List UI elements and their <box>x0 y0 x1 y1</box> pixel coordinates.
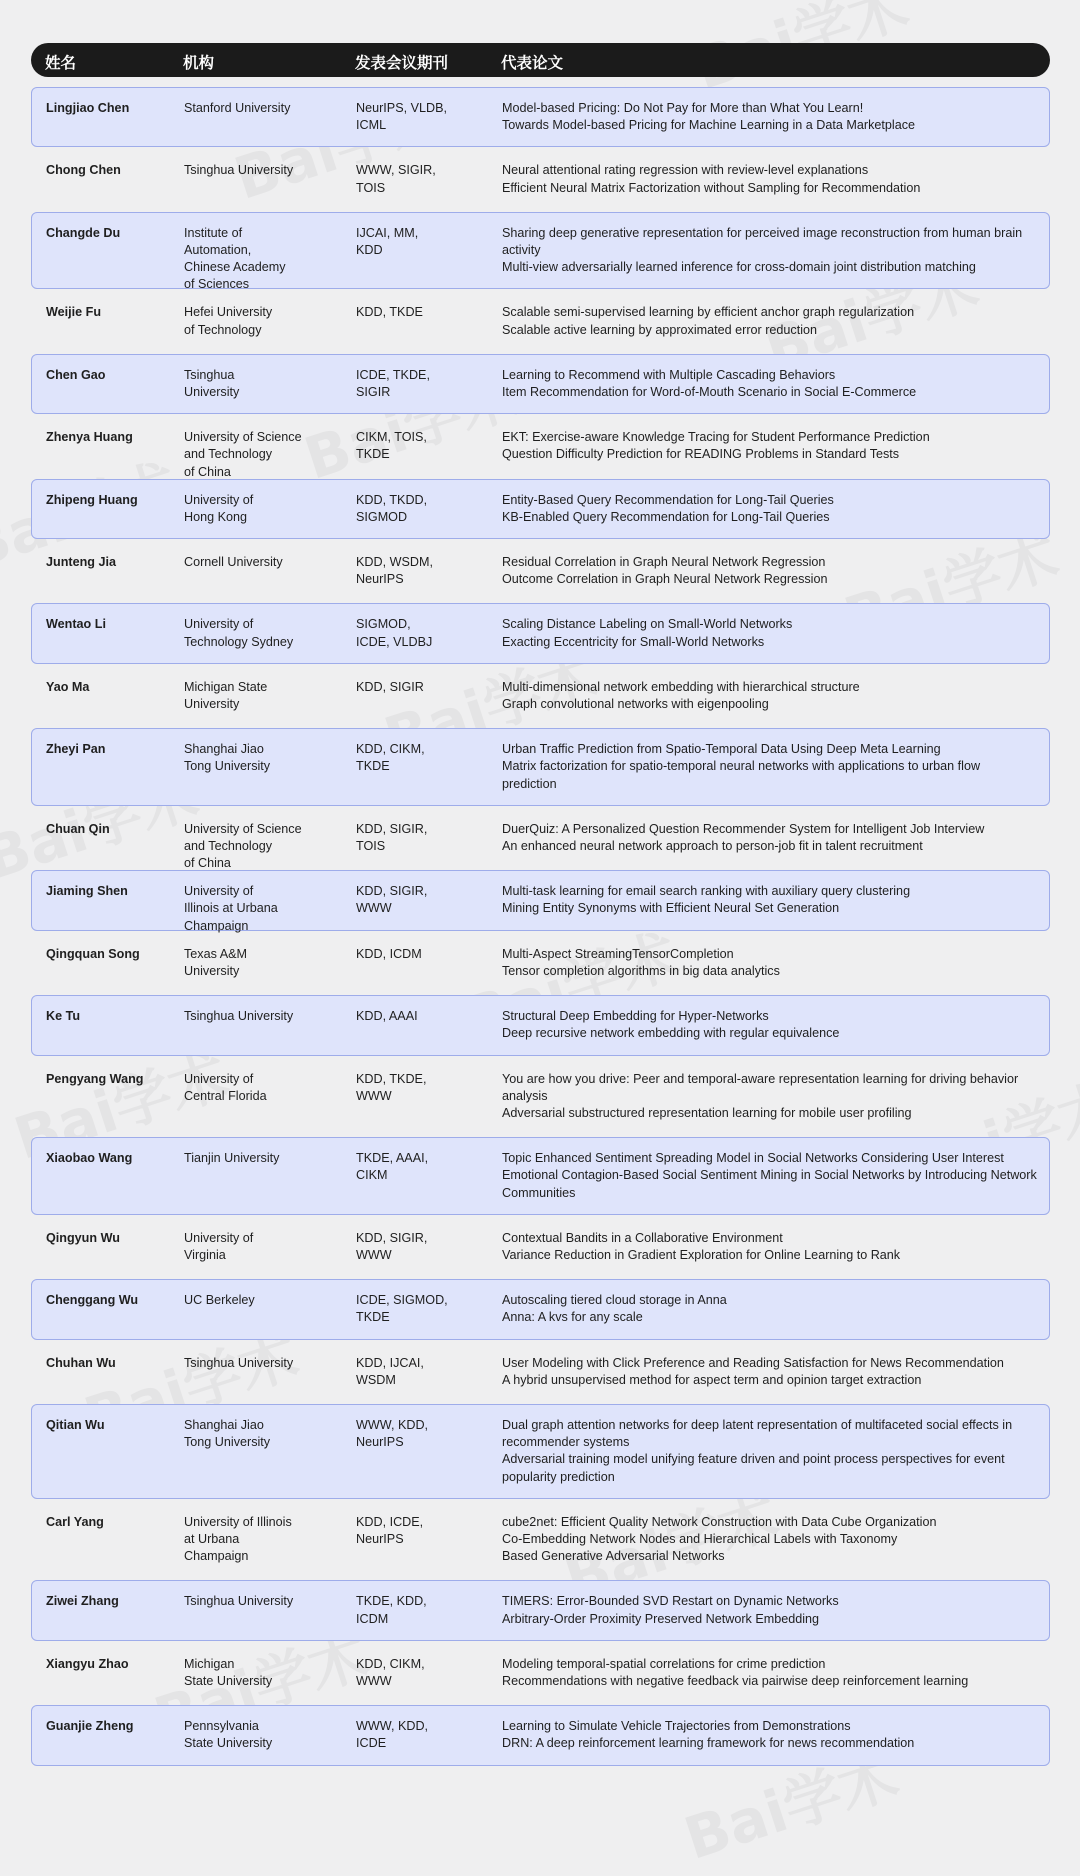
papers-cell: Sharing deep generative representation for perceived image reconstruction from human brain activity Multi-view adversarially learned inference for cross-domain joint distribution matching <box>502 225 1023 275</box>
venue-cell: WWW, KDD, ICDE <box>356 1719 429 1751</box>
org-cell: University of Technology Sydney <box>184 617 294 649</box>
name-cell: Junteng Jia <box>46 555 116 570</box>
name-cell: Changde Du <box>46 225 121 240</box>
papers-cell: Scalable semi-supervised learning by efficient anchor graph regularization Scalable active learning by approximated error reduction <box>502 305 915 337</box>
venue-cell: WWW, SIGIR, TOIS <box>356 163 436 195</box>
venue-cell: KDD, SIGIR, WWW <box>356 884 428 916</box>
table-row <box>31 728 1050 806</box>
venue-cell: ICDE, TKDE, SIGIR <box>356 367 430 400</box>
papers-cell: Entity-Based Query Recommendation for Long-Tail Queries KB-Enabled Query Recommendation for Long-Tail Queries <box>502 492 834 524</box>
name-cell: Chuhan Wu <box>46 1355 116 1370</box>
table-row <box>31 1279 1050 1339</box>
header-org: 机构 <box>183 55 215 72</box>
papers-cell: User Modeling with Click Preference and Reading Satisfaction for News Recommendation A hybrid unsupervised method for aspect term and opinion target extraction <box>502 1355 1004 1387</box>
papers-cell: Learning to Simulate Vehicle Trajectories from Demonstrations DRN: A deep reinforcement learning framework for news recommendation <box>502 1719 915 1751</box>
venue-cell: KDD, CIKM, WWW <box>356 1656 425 1688</box>
venue-cell: ICDE, SIGMOD, TKDE <box>356 1293 448 1325</box>
papers-cell: cube2net: Efficient Quality Network Construction with Data Cube Organization Co-Embedding Network Nodes and Hierarchical Labels with Taxonomy Based Generative Adversarial Networks <box>502 1514 937 1564</box>
org-cell: Michigan State University <box>184 1656 273 1688</box>
org-cell: University of Hong Kong <box>184 492 254 524</box>
table-body <box>31 87 1050 1766</box>
table-row <box>31 1058 1050 1136</box>
venue-cell: KDD, SIGIR, WWW <box>356 1230 428 1262</box>
venue-cell: KDD, SIGIR, TOIS <box>356 821 428 854</box>
table-row <box>31 1137 1050 1215</box>
table-row <box>31 212 1050 290</box>
table-row <box>31 541 1050 601</box>
venue-cell: WWW, KDD, NeurIPS <box>356 1417 429 1450</box>
org-cell: University of Illinois at Urbana Champaign <box>184 884 278 933</box>
table-row <box>31 1580 1050 1640</box>
header-name: 姓名 <box>45 55 77 72</box>
venue-cell: KDD, ICDE, NeurIPS <box>356 1514 424 1546</box>
papers-cell: TIMERS: Error-Bounded SVD Restart on Dynamic Networks Arbitrary-Order Proximity Preserved Network Embedding <box>502 1594 839 1626</box>
name-cell: Zhipeng Huang <box>46 492 138 507</box>
name-cell: Zheyi Pan <box>46 742 106 757</box>
name-cell: Weijie Fu <box>46 305 102 320</box>
papers-cell: Multi-dimensional network embedding with hierarchical structure Graph convolutional networks with eigenpooling <box>502 679 860 712</box>
table-row <box>31 1217 1050 1277</box>
org-cell: University of Central Florida <box>184 1071 267 1103</box>
venue-cell: KDD, CIKM, TKDE <box>356 742 425 774</box>
name-cell: Jiaming Shen <box>46 884 128 899</box>
venue-cell: TKDE, AAAI, CIKM <box>356 1151 429 1183</box>
org-cell: University of Science and Technology of China <box>184 821 302 871</box>
name-cell: Wentao Li <box>46 617 106 632</box>
papers-cell: Model-based Pricing: Do Not Pay for More than What You Learn! Towards Model-based Pricing for Machine Learning in a Data Marketplace <box>502 101 916 133</box>
header-papers: 代表论文 <box>501 55 564 72</box>
name-cell: Ke Tu <box>46 1009 81 1024</box>
org-cell: Hefei University of Technology <box>184 305 273 337</box>
venue-cell: KDD, ICDM <box>356 946 422 961</box>
table-row <box>31 808 1050 871</box>
org-cell: Tsinghua University <box>184 1594 294 1609</box>
org-cell: Tsinghua University <box>184 1355 294 1370</box>
org-cell: Tsinghua University <box>184 163 294 178</box>
papers-cell: Multi-task learning for email search ranking with auxiliary query clustering Mining Entity Synonyms with Efficient Neural Set Generation <box>502 884 911 916</box>
papers-cell: Topic Enhanced Sentiment Spreading Model in Social Networks Considering User Interest Emotional Contagion-Based Social Sentiment Mining in Social Networks by Introducing Network Communities <box>502 1151 1037 1200</box>
venue-cell: KDD, SIGIR <box>356 679 424 694</box>
table-row <box>31 933 1050 993</box>
org-cell: Tianjin University <box>184 1151 280 1166</box>
org-cell: Michigan State University <box>184 679 268 712</box>
papers-cell: Residual Correlation in Graph Neural Network Regression Outcome Correlation in Graph Neural Network Regression <box>502 555 828 587</box>
name-cell: Qitian Wu <box>46 1417 105 1432</box>
org-cell: Tsinghua University <box>184 1009 294 1024</box>
venue-cell: CIKM, TOIS, TKDE <box>356 430 427 462</box>
name-cell: Ziwei Zhang <box>46 1594 119 1609</box>
table-row <box>31 1342 1050 1402</box>
name-cell: Guanjie Zheng <box>46 1719 134 1734</box>
papers-cell: Structural Deep Embedding for Hyper-Networks Deep recursive network embedding with regular equivalence <box>502 1009 840 1041</box>
name-cell: Qingyun Wu <box>46 1230 120 1245</box>
header-venue: 发表会议期刊 <box>355 55 449 72</box>
name-cell: Carl Yang <box>46 1514 104 1529</box>
table-row <box>31 291 1050 351</box>
papers-cell: Scaling Distance Labeling on Small-World Networks Exacting Eccentricity for Small-World Networks <box>502 617 793 649</box>
name-cell: Zhenya Huang <box>46 430 133 445</box>
table-row <box>31 995 1050 1055</box>
table-row <box>31 479 1050 539</box>
org-cell: Texas A&M University <box>184 946 247 978</box>
org-cell: University of Virginia <box>184 1230 254 1262</box>
table-row <box>31 1643 1050 1703</box>
venue-cell: KDD, AAAI <box>356 1009 418 1024</box>
name-cell: Pengyang Wang <box>46 1071 144 1086</box>
name-cell: Xiangyu Zhao <box>46 1656 129 1671</box>
papers-cell: Multi-Aspect StreamingTensorCompletion Tensor completion algorithms in big data analytics <box>502 946 780 978</box>
table-row <box>31 149 1050 209</box>
papers-cell: Learning to Recommend with Multiple Cascading Behaviors Item Recommendation for Word-of-Mouth Scenario in Social E-Commerce <box>502 367 917 400</box>
papers-cell: Contextual Bandits in a Collaborative Environment Variance Reduction in Gradient Exploration for Online Learning to Rank <box>502 1230 901 1262</box>
venue-cell: KDD, IJCAI, WSDM <box>356 1355 424 1387</box>
org-cell: Shanghai Jiao Tong University <box>184 742 271 774</box>
venue-cell: KDD, TKDD, SIGMOD <box>356 492 428 524</box>
name-cell: Chong Chen <box>46 163 121 178</box>
org-cell: Cornell University <box>184 555 283 570</box>
name-cell: Xiaobao Wang <box>46 1151 133 1166</box>
venue-cell: KDD, TKDE, WWW <box>356 1071 427 1103</box>
table-header <box>31 43 1050 77</box>
table-row <box>31 87 1050 147</box>
papers-cell: Neural attentional rating regression with review-level explanations Efficient Neural Matrix Factorization without Sampling for Recommendation <box>502 163 921 195</box>
papers-cell: You are how you drive: Peer and temporal-aware representation learning for driving behavior analysis Adversarial substructured representation learning for mobile user profiling <box>502 1071 1019 1120</box>
researcher-table <box>31 43 1050 1768</box>
papers-cell: Dual graph attention networks for deep latent representation of multifaceted social effects in recommender systems Adversarial training model unifying feature driven and point process perspectives for event popularity prediction <box>502 1417 1013 1484</box>
venue-cell: NeurIPS, VLDB, ICML <box>356 101 447 133</box>
name-cell: Yao Ma <box>46 679 90 694</box>
papers-cell: Urban Traffic Prediction from Spatio-Temporal Data Using Deep Meta Learning Matrix factorization for spatio-temporal neural networks with applications to urban flow prediction <box>502 742 981 791</box>
table-row <box>31 1705 1050 1765</box>
table-row <box>31 1404 1050 1499</box>
venue-cell: IJCAI, MM, KDD <box>356 225 419 258</box>
table-row <box>31 416 1050 479</box>
table-row <box>31 354 1050 414</box>
org-cell: Shanghai Jiao Tong University <box>184 1417 271 1450</box>
org-cell: University of Science and Technology of China <box>184 430 302 479</box>
papers-cell: DuerQuiz: A Personalized Question Recommender System for Intelligent Job Interview An enhanced neural network approach to person-job fit in talent recruitment <box>502 821 985 854</box>
org-cell: Pennsylvania State University <box>184 1719 273 1751</box>
venue-cell: TKDE, KDD, ICDM <box>356 1594 427 1626</box>
org-cell: University of Illinois at Urbana Champaign <box>184 1514 292 1564</box>
name-cell: Lingjiao Chen <box>46 101 130 115</box>
venue-cell: KDD, WSDM, NeurIPS <box>356 555 433 587</box>
name-cell: Qingquan Song <box>46 946 140 961</box>
table-row <box>31 870 1050 933</box>
venue-cell: KDD, TKDE <box>356 305 423 320</box>
name-cell: Chuan Qin <box>46 821 110 836</box>
org-cell: Tsinghua University <box>184 367 240 400</box>
name-cell: Chenggang Wu <box>46 1293 139 1308</box>
name-cell: Chen Gao <box>46 367 106 382</box>
org-cell: UC Berkeley <box>184 1293 255 1308</box>
table-row <box>31 1501 1050 1579</box>
papers-cell: Autoscaling tiered cloud storage in Anna Anna: A kvs for any scale <box>502 1293 727 1325</box>
venue-cell: SIGMOD, ICDE, VLDBJ <box>356 617 433 649</box>
table-row <box>31 666 1050 726</box>
org-cell: Institute of Automation, Chinese Academy of Sciences <box>184 225 286 292</box>
org-cell: Stanford University <box>184 101 291 115</box>
papers-cell: Modeling temporal-spatial correlations for crime prediction Recommendations with negative feedback via pairwise deep reinforcement learning <box>502 1656 969 1688</box>
papers-cell: EKT: Exercise-aware Knowledge Tracing for Student Performance Prediction Question Difficulty Prediction for READING Problems in Standard Tests <box>502 430 930 462</box>
table-row <box>31 603 1050 663</box>
